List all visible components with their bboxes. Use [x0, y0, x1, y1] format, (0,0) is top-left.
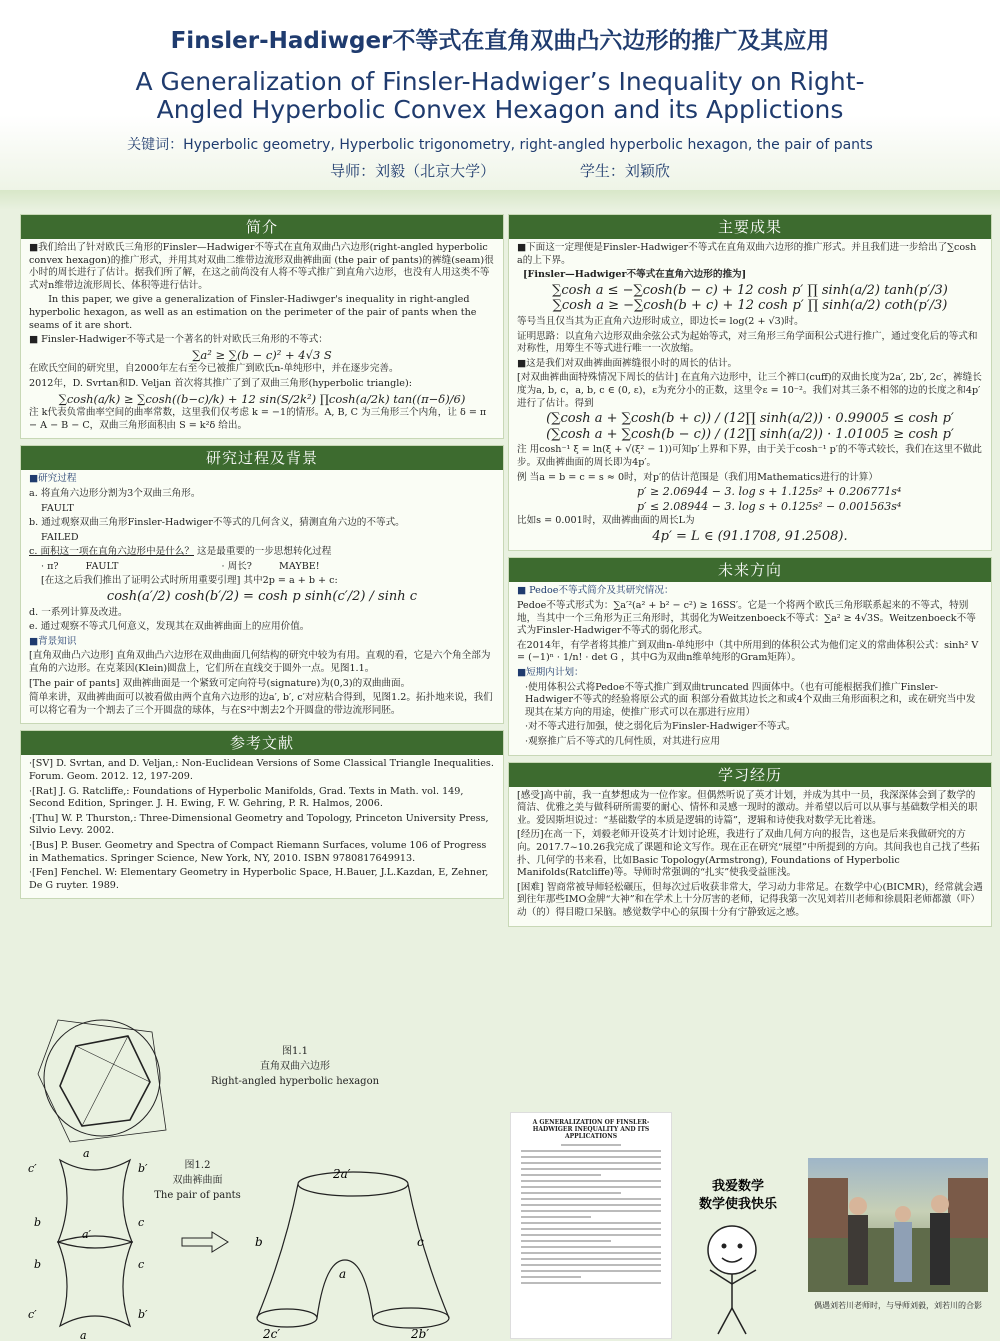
example-perimeter-text: 比如s = 0.001时，双曲裤曲面的周长L为	[517, 515, 695, 527]
step-c-lemma: [在这之后我们推出了证明公式时所用重要引理] 其中2p = a + b + c:	[41, 575, 338, 587]
figure-1-2-hexagons	[20, 1150, 170, 1341]
step-d: d. 一系列计算及改进。	[29, 606, 128, 618]
background-heading: ■背景知识	[29, 635, 77, 647]
option-perimeter: · 周长?	[221, 560, 252, 572]
intro-para-4: 在欧氏空间的研究里，自2000年左右至今已被推广到欧氏n-单纯形中，并在逐步完善。	[29, 363, 399, 375]
figure-1-1-title-cn: 直角双曲六边形	[260, 1061, 330, 1072]
figure-1-2-title-en: The pair of pants	[154, 1190, 241, 1201]
hex-top-label-bp: b′	[138, 1162, 148, 1175]
cartoon-figure	[674, 1162, 804, 1340]
lemma-equation: cosh(a′/2) cosh(b′/2) = cosh p sinh(c′/2) / sinh c	[106, 589, 418, 605]
step-c-note: 这是最重要的一步思想转化过程	[197, 546, 332, 558]
background-para-2: [The pair of pants] 双曲裤曲面是一个紧致可定向符号(signature)为(0,3)的双曲曲面。	[29, 677, 411, 689]
step-e: e. 通过观察不等式几何意义，发现其在双曲裤曲面上的应用价值。	[29, 621, 310, 633]
student: 学生：刘颖欣	[579, 162, 670, 180]
results-para-2: 等号当且仅当其为正直角六边形时成立，即边长= log(2 + √3)时。	[517, 315, 804, 327]
hex-bottom-label-c: c	[138, 1258, 145, 1271]
research-heading: 研究过程及背景	[21, 446, 503, 470]
theorem-upper-bound: ∑cosh a ≤ −∑cosh(b − c) + 12 cosh p′ ∏ sinh(a/2) tanh(p′/3)	[552, 282, 948, 298]
proof-idea: 证明思路：以直角六边形双曲余弦公式为起始等式，对三角形三角学面积公式进行推广，通过变化后的等式和对称性，用筹生不等式进行唯一一次放缩。	[517, 330, 978, 355]
step-a: a. 将直角六边形分割为3个双曲三角形。	[29, 487, 201, 499]
example-perimeter-result: 4p′ = L ∈ (91.1708, 91.2508).	[652, 528, 848, 544]
results-para-1: ■下面这一定理便是Finsler-Hadwiger不等式在直角双曲六边形的推广形式。并且我们进一步给出了∑cosh a的上下界。	[517, 242, 977, 266]
reference-2: ·[Rat] J. G. Ratcliffe,: Foundations of Hyperbolic Manifolds, Grad. Texts in Math. vol. 149, Second Edition, Springer. J. H. Ewing, F. W. Gehring, P. R. Halmos, 2006.	[29, 785, 464, 810]
figure-1-1-number: 图1.1	[282, 1046, 308, 1057]
reference-5: ·[Fen] Fenchel. W: Elementary Geometry in Hyperbolic Space, H.Bauer, J.L.Kazdan, E, Zehner, De G ruyter. 1989.	[29, 867, 489, 891]
plan-3: ·观察推广后不等式的几何性质，对其进行应用	[525, 736, 720, 747]
title-english-line-2: Angled Hyperbolic Convex Hexagon and its Applictions	[156, 95, 844, 124]
option-pi: · π?	[41, 560, 59, 572]
research-section	[20, 445, 504, 724]
example-lower: p′ ≥ 2.06944 − 3. log s + 1.125s² + 0.206771s⁴	[637, 485, 902, 499]
pants-label-a: a	[339, 1267, 347, 1281]
figure-1-2-caption	[150, 1158, 245, 1203]
group-photo-people	[808, 1158, 988, 1292]
results-note: 注 用cosh⁻¹ ξ = ln(ξ + √(ξ² − 1))可知p′上界和下界，由于关于cosh⁻¹ p′的不等式较长，我们在这里不做此步。双曲裤曲面的周长即为4p′。	[517, 444, 982, 468]
title-chinese: Finsler-Hadiwger不等式在直角双曲凸六边形的推广及其应用	[170, 28, 830, 54]
figure-1-1-caption	[210, 1044, 380, 1089]
title-english	[0, 68, 1000, 124]
step-b: b. 通过观察双曲三角形Finsler-Hadwiger不等式的几何含义，猜测直角六边的不等式。	[29, 517, 405, 529]
group-photo	[808, 1158, 988, 1292]
figure-1-1-hexagon	[30, 1002, 180, 1152]
plan-1: ·使用体积公式将Pedoe不等式推广到双曲truncated 四面体中。（也有可能根据我们推广Finsler-Hadwiger不等式的经验将原公式的面 积部分看做其边长之和或4个双曲三角形面积之和，或在研究当中发现其在某方向的用途，使推广形式可以在那进行应用）	[525, 681, 976, 718]
pedoe-para-2: 在2014年，有学者将其推广到双曲n-单纯形中（其中所用到的体积公式为他们定义的常曲体积公式：sinh² V = (−1)ⁿ · 1/n! · det G ，其中G为双曲n维单纯形的Gram矩阵）。	[517, 639, 979, 664]
intro-para-6: 注 k代表负常曲率空间的曲率常数，这里我们仅考虑 k = −1的情形。A, B, C 为三角形三个内角，让 δ = π − A − B − C，双曲三角形面积由 S = k²δ 给出。	[29, 407, 487, 431]
plan-2: ·对不等式进行加强，使之弱化后为Finsler-Hadwiger不等式。	[525, 721, 796, 733]
cartoon-text-1: 我爱数学	[711, 1179, 765, 1194]
intro-section	[20, 214, 504, 439]
theorem-lower-bound: ∑cosh a ≥ −∑cosh(b + c) + 12 cosh p′ ∏ sinh(a/2) coth(p′/3)	[552, 298, 948, 314]
pedoe-para-1: Pedoe不等式形式为：∑a′²(a² + b² − c²) ≥ 16SS′。它是一个将两个欧氏三角形联系起来的不等式，特别地，当其中一个三角形为正三角形时，其弱化为Weitzenboeck不等式：∑a² ≥ 4√3S。Weitzenboeck不等式为Finsler-Hadwiger不等式的弱化形式。	[517, 600, 976, 637]
intro-equation-2: ∑cosh(a/k) ≥ ∑cosh((b−c)/k) + 12 sin(S/2k²) ∏cosh(a/2k) tan((π−δ)/6)	[58, 391, 466, 406]
hex-bottom-label-bp: b′	[138, 1308, 148, 1321]
reference-4: ·[Bus] P. Buser. Geometry and Spectra of Compact Riemann Surfaces, volume 106 of Progress in Mathematics. Springer Science, New York, NY, 2010. ISBN 9780817649913.	[29, 839, 487, 864]
pants-label-c: c	[417, 1235, 424, 1249]
hex-bottom-label-a: a	[80, 1329, 87, 1341]
figure-1-2-number: 图1.2	[184, 1160, 211, 1171]
pants-label-2bp: 2b′	[411, 1327, 430, 1341]
theorem-title: [Finsler—Hadwiger不等式在直角六边形的推为]	[523, 269, 747, 281]
intro-equation-1: ∑a² ≥ ∑(b − c)² + 4√3 S	[192, 347, 332, 362]
right-column	[508, 214, 992, 933]
references-heading: 参考文献	[21, 731, 503, 755]
hex-mid-label-ap: a′	[82, 1228, 92, 1241]
figure-1-1-title-en: Right-angled hyperbolic hexagon	[210, 1076, 380, 1087]
poster-header	[0, 0, 1000, 192]
study-feeling: [感受]高中前，我一直梦想成为一位作家。但偶然听说了英才计划，并成为其中一员，我深深体会到了数学的简洁、优雅之美与做科研所需要的耐心、情怀和灵感一现时的激动。并希望以后可以从事与基础数学相关的职业。爱因斯坦说过：“基础数学的本质是逻辑的诗篇”，逻辑和诗使我对数学无比着迷。	[517, 789, 978, 826]
intro-para-2: In this paper, we give a generalization of Finsler-Hadiwger's inequality in right-angled hyperbolic hexagon, as well as an estimation on the perimeter of the pair of pants when the seams of it are short.	[29, 294, 477, 331]
pants-upper-bound: (∑cosh a + ∑cosh(b − c)) / (12∏ sinh(a/2)) · 1.01005 ≥ cosh p′	[546, 426, 954, 442]
study-section	[508, 762, 992, 927]
intro-para-3: ■ Finsler-Hadwiger不等式是一个著名的针对欧氏三角形的不等式：	[29, 334, 328, 346]
advisor: 导师：刘毅（北京大学）	[330, 162, 496, 180]
plan-heading: ■短期内计划：	[517, 667, 584, 679]
pants-estimate: [对双曲裤曲面特殊情况下周长的估计] 在直角六边形中，让三个裤口(cuff)的双曲长度为2a′, 2b′, 2c′，裤缝长度为a, b, c，a, b, c ∈ (0, ε)，ε为充分小的正数，这里令ε = 10⁻²。我们对其三条不相邻的边的长度之和4p′进行了估计。得到	[517, 372, 982, 409]
authors	[0, 160, 1000, 181]
keywords: 关键词：Hyperbolic geometry, Hyperbolic trigonometry, right-angled hyperbolic hexagon, the pair of pants	[127, 137, 873, 153]
header-band	[0, 190, 1000, 210]
reference-1: ·[SV] D. Svrtan, and D. Veljan,: Non-Euclidean Versions of Some Classical Triangle Inequalities. Forum. Geom. 2012. 12, 197-209.	[29, 758, 494, 782]
study-experience: [经历]在高一下，刘毅老师开设英才计划讨论班，我进行了双曲几何方向的报告，这也是后来我做研究的方向。2017.7~10.26我完成了课题和论文写作。现在正在研究“展望”中所提到的方向。其间我也自己找了些拓扑、几何学的书来看，比如Basic Topology(Armstrong), Foundations of Hyperbolic Manifolds(Ratcliffe)等。导师时常强调的“扎实”使我受益匪浅。	[517, 829, 980, 879]
background-para-3: 简单来讲，双曲裤曲面可以被看做由两个直角六边形的边a′, b′, c′对应粘合得到，见图1.2。拓扑地来说，我们可以将它看为一个割去了三个开圆盘的球体，与在S²中割去2个开圆盘的带边流形同胚。	[29, 692, 493, 716]
example-upper: p′ ≤ 2.08944 − 3. log s + 0.125s² − 0.001563s⁴	[637, 499, 902, 513]
reference-3: ·[Thu] W. P. Thurston,: Three-Dimensional Geometry and Topology, Princeton University Press, Silvio Levy. 2002.	[29, 812, 489, 837]
paper-thumbnail	[510, 1112, 672, 1339]
option-pi-result: FAULT	[85, 560, 119, 572]
pants-label-2ap: 2a′	[333, 1167, 351, 1181]
hex-top-label-c: c	[138, 1216, 145, 1229]
research-process-heading: ■研究过程	[29, 473, 77, 485]
results-section	[508, 214, 992, 551]
hex-bottom-label-cp: c′	[28, 1308, 37, 1321]
future-section	[508, 557, 992, 755]
pants-label-2cp: 2c′	[263, 1327, 281, 1341]
pants-label-b: b	[255, 1235, 263, 1249]
results-heading: 主要成果	[509, 215, 991, 239]
intro-para-5: 2012年，D. Svrtan和D. Veljan 首次将其推广了到了双曲三角形(hyperbolic triangle):	[29, 377, 412, 389]
intro-heading: 简介	[21, 215, 503, 239]
step-c-question: c. 面积这一项在直角六边形中是什么？	[29, 546, 194, 558]
paper-thumbnail-title: A GENERALIZATION OF FINSLER-HADWIGER INEQUALITY AND ITS APPLICATIONS	[532, 1119, 650, 1140]
arrow-icon	[180, 1230, 230, 1254]
figure-1-2-pants	[245, 1160, 475, 1341]
photo-caption: 偶遇刘若川老师时，与导师刘毅，刘若川的合影	[814, 1301, 982, 1310]
example-intro: 例 当a = b = c = s ≈ 0时，对p′的估计范围是（我们用Mathematics进行的计算）	[517, 471, 878, 483]
step-c-options	[29, 561, 495, 574]
hex-bottom-label-b: b	[34, 1258, 42, 1271]
background-para-1: [直角双曲凸六边形] 直角双曲凸六边形在双曲曲面几何结构的研究中较为有用。直观的看，它是六个角全部为直角的六边形。在克莱因(Klein)圆盘上，它们所在直线交于圆外一点。见图1.1。	[29, 650, 491, 675]
figure-1-2-title-cn: 双曲裤曲面	[172, 1175, 223, 1186]
hex-top-label-a: a	[83, 1150, 90, 1160]
hex-top-label-cp: c′	[28, 1162, 37, 1175]
results-para-4: ■这是我们对双曲裤曲面裤缝很小时的周长的估计。	[517, 357, 738, 369]
pants-lower-bound: (∑cosh a + ∑cosh(b + c)) / (12∏ sinh(a/2)) · 0.99005 ≤ cosh p′	[546, 411, 954, 427]
cartoon-text-2: 数学使我快乐	[698, 1197, 778, 1212]
intro-para-1: ■我们给出了针对欧氏三角形的Finsler—Hadwiger不等式在直角双曲凸六边形(right-angled hyperbolic convex hexagon)的推广形式，并用其对双曲二维带边流形双曲裤曲面 (the pair of pants)的裤缝(seam)很小时的周长进行了估计。据我们所了解，在这之前尚没有人将不等式推广到直角六边形，也没有人用这类不等式对n维带边流形周长、体积等进行估计。	[29, 242, 494, 291]
study-heading: 学习经历	[509, 763, 991, 787]
step-a-result: FAULT	[41, 502, 74, 514]
references-section	[20, 730, 504, 899]
step-c	[29, 546, 495, 559]
step-b-result: FAILED	[41, 531, 79, 543]
left-column	[20, 214, 504, 905]
option-perimeter-result: MAYBE!	[279, 560, 320, 572]
title-english-line-1: A Generalization of Finsler-Hadwiger’s Inequality on Right-	[135, 67, 865, 96]
pedoe-heading: ■ Pedoe不等式简介及其研究情况：	[517, 585, 674, 597]
hex-top-label-b: b	[34, 1216, 42, 1229]
future-heading: 未来方向	[509, 558, 991, 582]
study-difficulty: [困难] 智商常被导师轻松碾压，但每次过后收获非常大，学习动力非常足。在数学中心(BICMR)，经常就会遇到往年那些IMO金牌“大神”和在学术上十分厉害的老师，记得我第一次见刘若川老师和徐晨阳老师都激（吓）动（的）得目瞪口呆脑。感觉数学中心的氛围十分有宁静致远之感。	[517, 881, 983, 918]
